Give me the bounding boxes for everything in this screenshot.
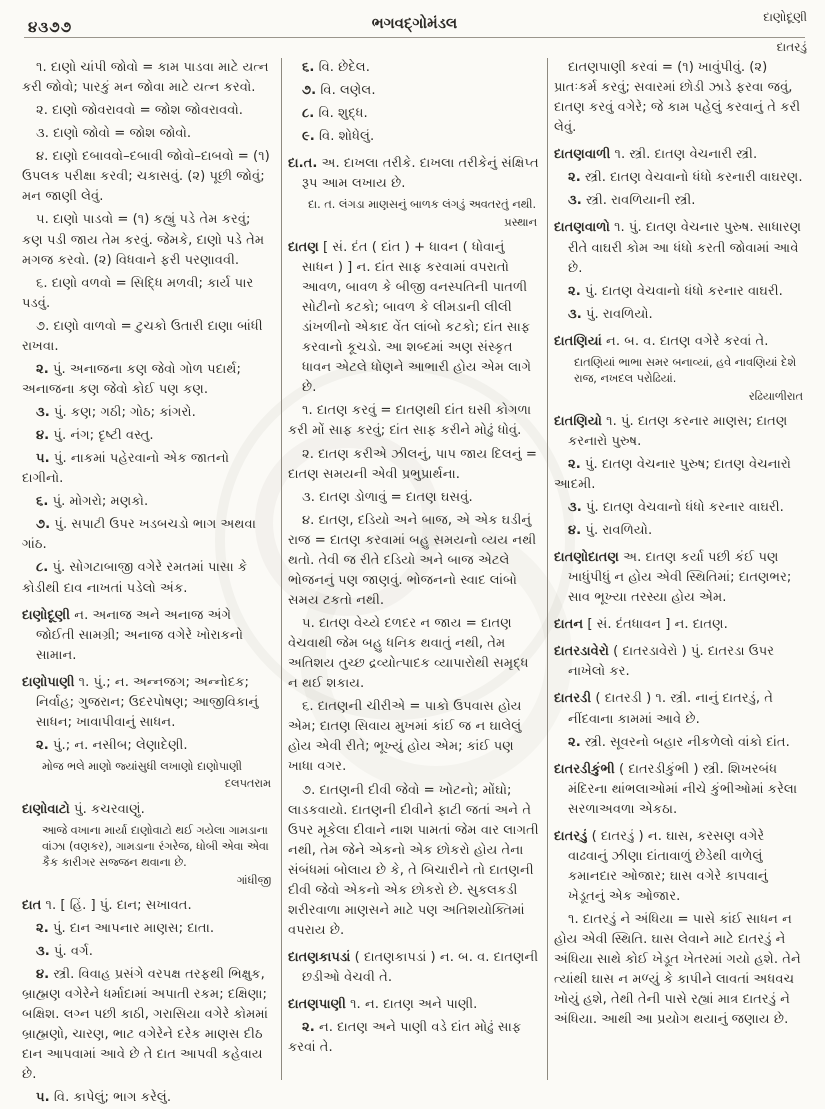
entry-paragraph: દાણોપાણી ૧. પું.; ન. અન્નજગ; અન્નોદક; નિર્વાહ; ગુજરાન; ઉદરપોષણ; આજીવિકાનું સાધન; ખાવાપીવાનું સાધન. bbox=[22, 674, 259, 730]
headword: દાતણ bbox=[288, 239, 319, 255]
entry-paragraph: દાતણપાણી ૧. ન. દાતણ અને પાણી. bbox=[288, 997, 478, 1013]
paragraph: દાતણપાણી કરવાં = (૧) ખાવુંપીવું. (૨) પ્રાતઃકર્મ કરવું; સવારમાં છોડી ઝાડે ફરવા જવું, દાતણ કરવું વગેરે; જે કામ પહેલું કરવાનું તે કરી લેવું. bbox=[554, 60, 801, 136]
entry-paragraph: દાત ૧. [ હિં. ] પું. દાન; સખાવત. bbox=[22, 897, 192, 913]
headword: ૭. bbox=[36, 517, 51, 533]
entry-paragraph: દાતરડી ( દાતરડી ) ૧. સ્ત્રી. નાનું દાતરડું, તે નીંદવાના કામમાં આવે છે. bbox=[554, 691, 774, 727]
entry-paragraph: દા.ત. અ. દાખલા તરીકે. દાખલા તરીકેનું સંક્ષિપ્ત રૂપ આમ લખાય છે. bbox=[288, 156, 539, 192]
headword: ૪. bbox=[36, 428, 50, 444]
citation: પ્રસ્થાન bbox=[504, 215, 537, 229]
headword: દાતણિયાં bbox=[554, 333, 602, 349]
paragraph: ૨. ન. દાતણ અને પાણી વડે દાંત મોઢું સાફ કરવાં તે. bbox=[288, 1020, 522, 1056]
headword: દાતરડાવેરો bbox=[554, 644, 609, 660]
headword: દાતન bbox=[554, 617, 584, 633]
paragraph: ૨. સ્ત્રી. સૂવરનો બહાર નીકળેલો વાંકો દાંત. bbox=[568, 734, 790, 750]
paragraph: ૫. દાતણ વેચ્યે દળદર ન જાય = દાતણ વેચવાથી જેમ બહુ ધનિક થવાતું નથી, તેમ અતિશય તુચ્છ દ્રવ્યોત્પાદક વ્યાપારોથી સમૃદ્ધ ન થઈ શકાય. bbox=[288, 616, 529, 692]
entry-paragraph: દાતણકાપડાં ( દાતણકાપડાં ) ન. બ. વ. દાતણની છડીઓ વેચવી તે. bbox=[288, 950, 539, 986]
headword: ૩. bbox=[36, 944, 50, 959]
headword: ૨. bbox=[302, 1020, 315, 1036]
entry-paragraph: દાતણવાળો ૧. પું. દાતણ વેચનાર પુરુષ. સાધારણ રીતે વાઘરી કોમ આ ધંધો કરતી જોવામાં આવે છે. bbox=[554, 220, 802, 276]
guide-word-top: દાણોદૂણી bbox=[763, 10, 807, 24]
entry-paragraph: દાતરડીકુંભી ( દાતરડીકુંભી ) સ્ત્રી. શિખરબંધ મંદિરના થાંભલાઓમાં નીચે કુંભીઓમાં કરેલા સરળાઅવળા એકઠા. bbox=[554, 761, 798, 817]
headword: દા.ત. bbox=[288, 156, 318, 172]
paragraph: ૨. પું. અનાજના કણ જેવો ગોળ પદાર્થ; અનાજના કણ જેવો કોઈ પણ કણ. bbox=[22, 361, 241, 397]
paragraph: ૪. સ્ત્રી. વિવાહ પ્રસંગે વરપક્ષ તરફથી ભિક્ષુક, બ્રાહ્મણ વગેરેને ધર્માદામાં અપાતી રકમ; દક્ષિણા; બક્ષિશ. લગ્ન પછી કાઠી, ગરાસિયા વગેરે કોમમાં બ્રાહ્મણો, ચારણ, ભાટ વગેરેને દરેક માણસ દીઠ દાન આપવામાં આવે છે તે દાત આપવી કહેવાય છે. bbox=[22, 967, 268, 1083]
paragraph: ૩. દાતણ ડોળાવું = દાતણ ઘસવું. bbox=[302, 489, 473, 505]
paragraph: દા. ત. લંગડા માણસનું બાળક લંગડું અવતરતું નથી. bbox=[308, 198, 537, 212]
headword: દાતરડી bbox=[554, 691, 592, 707]
headword: ૭. bbox=[302, 83, 317, 99]
guide-word-bottom: દાતરડું bbox=[776, 40, 807, 54]
headword: દાતરડીકુંભી bbox=[554, 761, 615, 777]
paragraph: ૩. પું. વર્ગ. bbox=[36, 944, 93, 959]
page-title: ભગવદ્ગોમંડલ bbox=[371, 14, 458, 32]
paragraph: ૬. દાણો વળવો = સિદ્ધિ મળવી; કાર્ય પાર પડવું. bbox=[22, 275, 254, 311]
headword: ૨. bbox=[36, 920, 49, 936]
headword: ૨. bbox=[36, 361, 49, 377]
headword: દાતણોદાતણ bbox=[554, 550, 619, 566]
page-number: ૪૩૭૭ bbox=[28, 18, 73, 36]
headword: ૩. bbox=[568, 306, 582, 322]
headword: ૨. bbox=[568, 734, 581, 750]
text-columns bbox=[16, 58, 813, 1106]
headword: ૫. bbox=[36, 1090, 50, 1106]
headword: ૪. bbox=[36, 967, 50, 983]
headword: દાતણવાળો bbox=[554, 220, 610, 236]
paragraph: ૧. દાણો ચાંપી જોવો = કામ પાડવા માટે યત્ન કરી જોવો; પારકું મન જોવા માટે યત્ન કરવો. bbox=[22, 60, 269, 96]
paragraph: ૪. પું. નંગ; દૃષ્ટી વસ્તુ. bbox=[36, 428, 154, 444]
entry-paragraph: દાતન [ સં. દંતધાવન ] ન. દાતણ. bbox=[554, 617, 728, 633]
paragraph: મોજ ભલે માણો જ્યાંસુધી લખાણો દાણોપાણી bbox=[42, 760, 243, 773]
citation: રઢિયાળીરાત bbox=[748, 389, 803, 403]
headword: ૮. bbox=[36, 560, 49, 576]
paragraph: ૧. દાતણ કરવું = દાતણથી દાંત ઘસી કોગળા કરી મોં સાફ કરવું; દાંત સાફ કરીને મોઢું ધોવું. bbox=[288, 403, 532, 439]
paragraph: ૧. દાતરડું ને અંધિયા = પાસે કાંઈ સાધન ન હોય એવી સ્થિતિ. ઘાસ લેવાને માટે દાતરડું ને અંધિયા સાથે કોઈ ખેડૂત ખેતરમાં ગયો હશે. તેને ત્યાંથી ઘાસ ન મળ્યું કે કાપીને લાવતાં અધવચ ખોયું હશે, તેથી તેની પાસે રહ્યાં માત્ર દાતરડું ને અંધિયા. આથી આ પ્રયોગ થયાનું જણાય છે. bbox=[554, 912, 801, 1028]
headword: ૬. bbox=[302, 60, 315, 75]
paragraph: ૪. દાતણ, દડિયો અને બાજ, એ એક ઘડીનું રાજ = દાતણ કરવામાં બહુ સમયનો વ્યય નથી થતો. તેવી જ રીતે દડિયો અને બાજ એટલે ભોજનનું પણ જાણવું. ભોજનનો સ્વાદ લાંબો સમય ટકતો નથી. bbox=[288, 512, 537, 608]
entry-paragraph: દાતણ [ સં. દંત ( દાંત ) + ધાવન ( ધોવાનું સાધન ) ] ન. દાંત સાફ કરવામાં વપરાતો આવળ, બાવળ કે બીજી વનસ્પતિની પાતળી સોટીનો કટકો; બાવળ કે લીમડાની લીલી ડાંખળીનો એકાદ વેંત લાંબો કટકો; દાંત સાફ કરવાનો કૂચડો. આ શબ્દમાં અણ સંસ્કૃત ધાવન એટલે ધોણને આભારી હોય એમ લાગે છે. bbox=[288, 239, 532, 396]
paragraph: ૨. પું. દાન આપનાર માણસ; દાતા. bbox=[36, 920, 215, 936]
headword: ૩. bbox=[568, 499, 582, 515]
entry-paragraph: દાતણિયો ૧. પું. દાતણ કરનાર માણસ; દાતણ કરનારો પુરુષ. bbox=[554, 413, 788, 449]
column bbox=[548, 58, 813, 1080]
paragraph: ૩. પું. રાવળિયો. bbox=[568, 306, 653, 322]
page-header bbox=[18, 10, 811, 58]
headword: દાતણપાણી bbox=[288, 997, 346, 1013]
headword: દાણોવાટો bbox=[22, 801, 70, 817]
paragraph: ૩. પું. કણ; ગઠી; ગોઠ; કાંગરો. bbox=[36, 405, 196, 420]
paragraph: ૭. વિ. લણેલ. bbox=[302, 83, 376, 99]
citation: દલપતરામ bbox=[224, 777, 271, 791]
headword: દાત bbox=[22, 897, 42, 913]
paragraph: દાતણિયાં ભાભા સમર બનાવ્યાં, હવે નાવણિયાં દેશે રાજ, નખદલ પરોઢિયાં. bbox=[574, 355, 797, 386]
entry-paragraph: દાણોવાટો પું. કચરવાણું. bbox=[22, 801, 145, 817]
paragraph: ૨. પું.; ન. નસીબ; લેણાદેણી. bbox=[36, 737, 188, 753]
headword: ૫. bbox=[36, 451, 50, 467]
paragraph: ૪. પું. રાવળિયો. bbox=[568, 523, 653, 539]
paragraph: ૭. પું. સપાટી ઉપર ખડબચડો ભાગ અથવા ગાંઠ. bbox=[22, 517, 256, 553]
headword: ૩. bbox=[568, 193, 582, 209]
paragraph: ૭. દાતણની દીવી જેવો = ખોટનો; મોંઘો; લાડકવાયો. દાતણની દીવીને ફાટી જતાં અને તે ઉપર મૂકેલા દીવાને નાશ પામતાં જેમ વાર લાગતી નથી, તેમ જેને એકનો એક છોકરો હોય તેના સંબંધમાં બોલાય છે કે, તે બિચારીને તો દાતણની દીવી જેવો એકનો એક છોકરો છે. સુકલકડી શરીરવાળા માણસને માટે પણ અતિશયોક્તિમાં વપરાય છે. bbox=[288, 782, 539, 938]
entry-paragraph: દાણોદૂણી ન. અનાજ અને અનાજ અંગે જોઈતી સામગ્રી; અનાજ વગેરે ખોરાકનો સામાન. bbox=[22, 607, 244, 663]
paragraph: ૬. પું. મોગરો; મણકો. bbox=[36, 494, 149, 510]
header-rule bbox=[24, 37, 805, 38]
entry-paragraph: દાતણવાળી ૧. સ્ત્રી. દાતણ વેચનારી સ્ત્રી. bbox=[554, 147, 758, 163]
headword: દાતણિયો bbox=[554, 413, 602, 429]
headword: દાતણવાળી bbox=[554, 147, 611, 163]
headword: ૮. bbox=[302, 106, 315, 122]
column bbox=[16, 58, 281, 1106]
headword: દાતરડું bbox=[554, 828, 588, 844]
paragraph: ૩. દાણો જોવો = જોશ જોવો. bbox=[36, 126, 192, 142]
paragraph: ૮. પું. સોગટાબાજી વગેરે રમતમાં પાસા કે કોડીથી દાવ નાખતાં પડેલો અંક. bbox=[22, 560, 248, 596]
paragraph: ૭. દાણો વાળવો = ટુચકો ઉતારી દાણા બાંધી રાખવા. bbox=[22, 318, 263, 354]
entry-paragraph: દાતણિયાં ન. બ. વ. દાતણ વગેરે કરવાં તે. bbox=[554, 333, 769, 349]
paragraph: આજે વખાના માર્યા દાણોવાટો થઈ ગયેલા ગામડાના વાંઝા (વણકર), ગામડાના રંગરેજ, ધોબી એવા એવા કૈક કારીગર સજ્જન થવાના છે. bbox=[42, 823, 269, 870]
paragraph: ૫. વિ. કાપેલું; ભાગ કરેલું. bbox=[36, 1090, 172, 1106]
headword: દાણોપાણી bbox=[22, 674, 75, 690]
paragraph: ૩. પું. દાતણ વેચવાનો ધંધો કરનાર વાઘરી. bbox=[568, 499, 784, 515]
headword: ૬. bbox=[36, 494, 49, 510]
headword: ૨. bbox=[36, 737, 49, 753]
column bbox=[281, 58, 548, 1080]
headword: ૨. bbox=[568, 456, 581, 472]
paragraph: ૫. પું. નાકમાં પહેરવાનો એક જાતનો દાગીનો. bbox=[22, 451, 230, 487]
entry-paragraph: દાતરડાવેરો ( દાતરડાવેરો ) પું. દાતરડા ઉપર નાખેલો કર. bbox=[554, 644, 775, 680]
entry-paragraph: દાતરડું ( દાતરડું ) ન. ઘાસ, કરસણ વગેરે વાઢવાનું ઝીણા દાંતાવાળું છેડેથી વાળેલું કમાનદાર ઓજાર; ઘાસ વગેરે કાપવાનું ખેડૂતનું એક ઓજાર. bbox=[554, 828, 768, 905]
headword: ૨. bbox=[568, 283, 581, 299]
entry-paragraph: દાતણોદાતણ અ. દાતણ કર્યા પછી કંઈ પણ ખાધુંપીધું ન હોય એવી સ્થિતિમાં; દાતણભર; સાવ ભૂખ્યા તરસ્યા હોય એમ. bbox=[554, 550, 792, 606]
paragraph: ૨. દાતણ કરીએ ઝીલનું, પાપ જાય દિલનું = દાતણ સમયની એવી પ્રભુપ્રાર્થના. bbox=[288, 446, 537, 482]
headword: દાતણકાપડાં bbox=[288, 950, 351, 966]
paragraph: ૬. દાતણની ચીરીએ = પાકો ઉપવાસ હોય એમ; દાતણ સિવાય મુખમાં કાંઈ જ ન ઘાલેલું હોય એવી રીતે; ભૂખ્યું હોય એમ; કાંઈ પણ ખાધા વગર. bbox=[288, 699, 522, 775]
paragraph: ૨. સ્ત્રી. દાતણ વેચવાનો ધંધો કરનારી વાઘરણ. bbox=[568, 170, 803, 186]
paragraph: ૯. વિ. શોધેલું. bbox=[302, 129, 375, 145]
paragraph: ૩. સ્ત્રી. રાવળિયાની સ્ત્રી. bbox=[568, 193, 696, 209]
paragraph: ૨. પું. દાતણ વેચનાર પુરુષ; દાતણ વેચનારો આદમી. bbox=[554, 456, 791, 492]
paragraph: ૬. વિ. છેદેલ. bbox=[302, 60, 370, 75]
citation: ગાંધીજી bbox=[236, 873, 271, 887]
headword: દાણોદૂણી bbox=[22, 607, 71, 623]
paragraph: ૨. પું. દાતણ વેચવાનો ધંધો કરનાર વાઘરી. bbox=[568, 283, 783, 299]
paragraph: ૮. વિ. શુદ્ધ. bbox=[302, 106, 368, 122]
headword: ૨. bbox=[568, 170, 581, 186]
headword: ૪. bbox=[568, 523, 582, 539]
paragraph: ૪. દાણો દબાવવો–દબાવી જોવો–દાબવો = (૧) ઉપલક પરીક્ષા કરવી; ચકાસવું. (૨) પૂછી જોવું; મન જાણી લેવું. bbox=[22, 149, 270, 205]
headword: ૩. bbox=[36, 405, 50, 420]
paragraph: ૫. દાણો પાડવો = (૧) કહ્યું પડે તેમ કરવું; કણ પડી જાય તેમ કરવું. જેમકે, દાણો પડે તેમ મગજ કરવો. (૨) વિધવાને ફરી પરણાવવી. bbox=[22, 212, 265, 268]
headword: ૯. bbox=[302, 129, 315, 145]
paragraph: ૨. દાણો જોવરાવવો = જોશ જોવરાવવો. bbox=[36, 103, 244, 119]
